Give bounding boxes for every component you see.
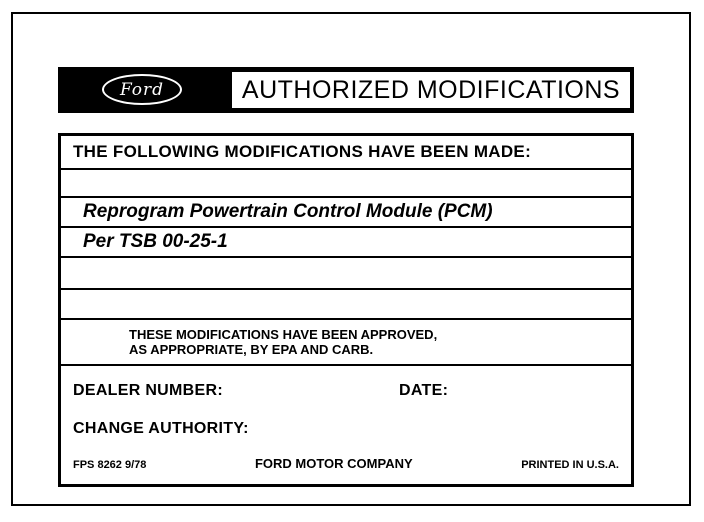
title-box [232, 72, 630, 108]
entry-line [61, 228, 631, 258]
modifications-form [58, 133, 634, 487]
page-title: AUTHORIZED MODIFICATIONS [241, 75, 621, 104]
blank-line [61, 258, 631, 290]
date-label: DATE: [399, 382, 449, 399]
footer [73, 456, 619, 471]
entry-line [61, 198, 631, 228]
approval-statement [61, 320, 631, 366]
dealer-number-label: DEALER NUMBER: [73, 382, 223, 399]
change-authority-label: CHANGE AUTHORITY: [73, 420, 249, 437]
ford-logo-text: Ford [119, 79, 165, 100]
printed-in: PRINTED IN U.S.A. [521, 459, 619, 471]
blank-line [61, 170, 631, 198]
form-heading: THE FOLLOWING MODIFICATIONS HAVE BEEN MADE: [73, 142, 532, 161]
modification-entry: Per TSB 00-25-1 [83, 231, 228, 252]
form-heading-row [61, 136, 631, 170]
approval-line: AS APPROPRIATE, BY EPA AND CARB. [129, 342, 374, 357]
form-code: FPS 8262 9/78 [73, 459, 147, 471]
approval-line: THESE MODIFICATIONS HAVE BEEN APPROVED, [129, 327, 438, 342]
header-bar [58, 67, 634, 113]
blank-line [61, 290, 631, 320]
company-name: FORD MOTOR COMPANY [254, 456, 413, 471]
modification-entry: Reprogram Powertrain Control Module (PCM) [83, 201, 493, 222]
ford-logo [102, 74, 182, 105]
